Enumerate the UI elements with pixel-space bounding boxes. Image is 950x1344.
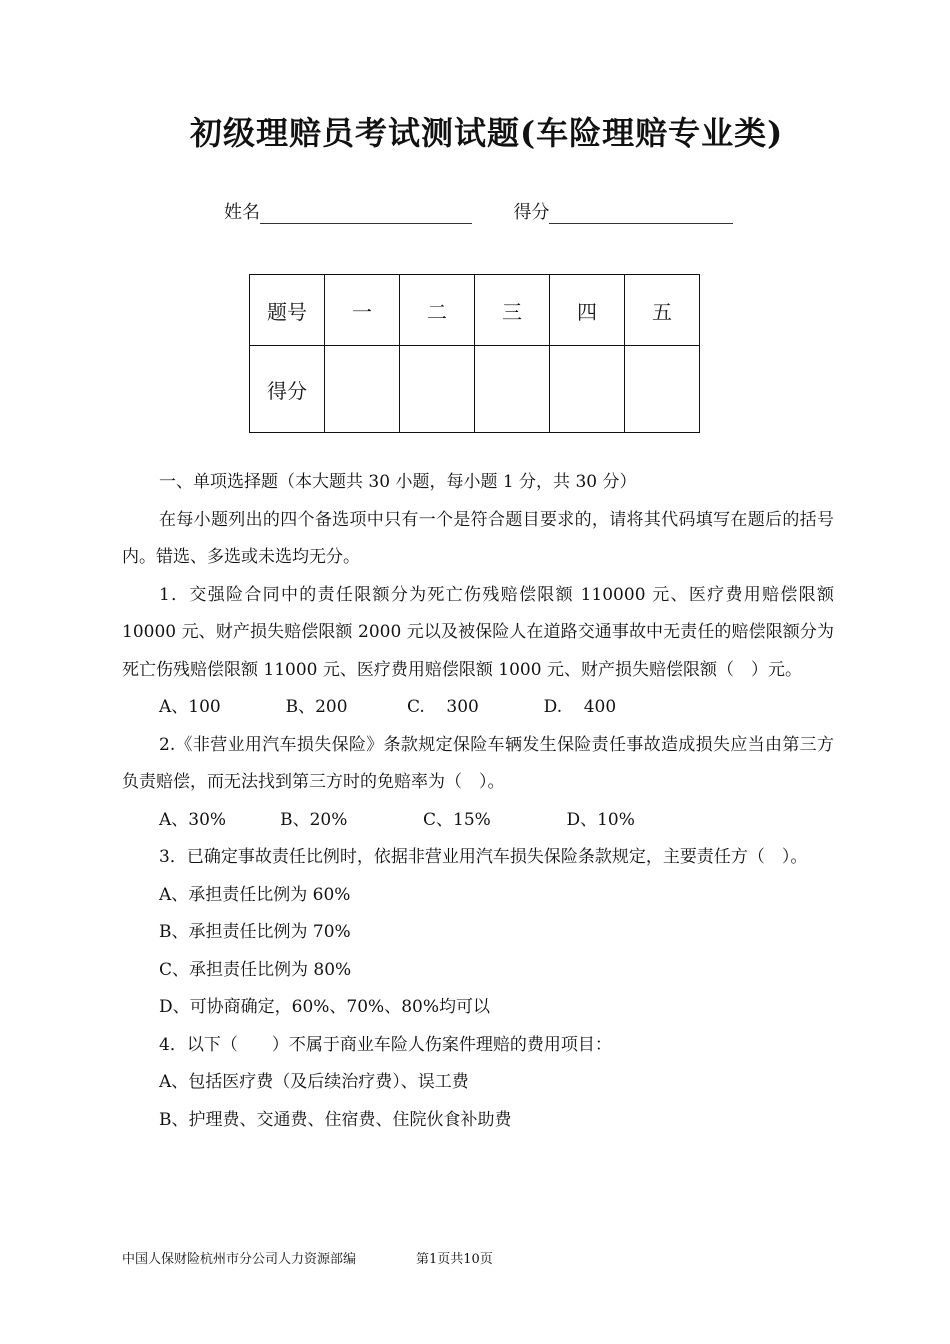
table-row-label: 得分 [250,346,325,433]
question-text: 2.《非营业用汽车损失保险》条款规定保险车辆发生保险责任事故造成损失应当由第三方负责赔偿，而无法找到第三方时的免赔率为（ ）。 [122,734,834,792]
question-options: A、100 B、200 C. 300 D. 400 [159,697,617,717]
score-label: 得分 [513,202,550,223]
question-option: B、护理费、交通费、住宿费、住院伙食补助费 [159,1109,512,1130]
table-header-cell: 五 [625,275,700,346]
table-header-cell: 四 [550,275,625,346]
table-header-cell: 三 [475,275,550,346]
question-text: 3．已确定事故责任比例时，依据非营业用汽车损失保险条款规定，主要责任方（ ）。 [159,847,808,867]
name-blank [260,203,472,224]
question-options: A、30% B、20% C、15% D、10% [159,809,635,830]
score-cell [625,346,700,433]
exam-content [122,464,834,1139]
exam-title: 初级理赔员考试测试题(车险理赔专业类) [190,114,784,152]
score-cell [550,346,625,433]
section-instruction: 在每小题列出的四个备选项中只有一个是符合题目要求的，请将其代码填写在题后的括号内。错选、多选或未选均无分。 [122,509,834,567]
table-header-cell: 题号 [250,275,325,346]
question-text: 1．交强险合同中的责任限额分为死亡伤残赔偿限额 110000 元、医疗费用赔偿限额 10000 元、财产损失赔偿限额 2000 元以及被保险人在道路交通事故中无责任的赔偿限额分为死亡伤残赔偿限额 11000 元、医疗费用赔偿限额 1000 元、财产损失赔偿限额（ ）元。 [122,584,834,680]
question-text: 4．以下（ ）不属于商业车险人伤案件理赔的费用项目： [159,1034,612,1055]
score-table-header-row [250,275,700,346]
question-option: A、包括医疗费（及后续治疗费）、误工费 [159,1072,469,1092]
section-heading: 一、单项选择题（本大题共 30 小题，每小题 1 分，共 30 分） [159,472,637,492]
score-cell [475,346,550,433]
page-footer [122,1248,493,1267]
question-option: D、可协商确定，60%、70%、80%均可以 [159,997,490,1017]
question-option: A、承担责任比例为 60% [159,884,351,905]
footer-page-number: 第1页共10页 [416,1252,493,1267]
score-table [249,274,700,433]
score-cell [400,346,475,433]
name-score-line [224,198,733,224]
score-table-score-row [250,346,700,433]
question-option: B、承担责任比例为 70% [159,922,351,942]
question-option: C、承担责任比例为 80% [159,959,352,980]
name-label: 姓名 [224,202,260,223]
score-cell [325,346,400,433]
footer-org: 中国人保财险杭州市分公司人力资源部编 [122,1252,357,1267]
table-header-cell: 二 [400,275,475,346]
score-blank [549,203,733,224]
table-header-cell: 一 [325,275,400,346]
